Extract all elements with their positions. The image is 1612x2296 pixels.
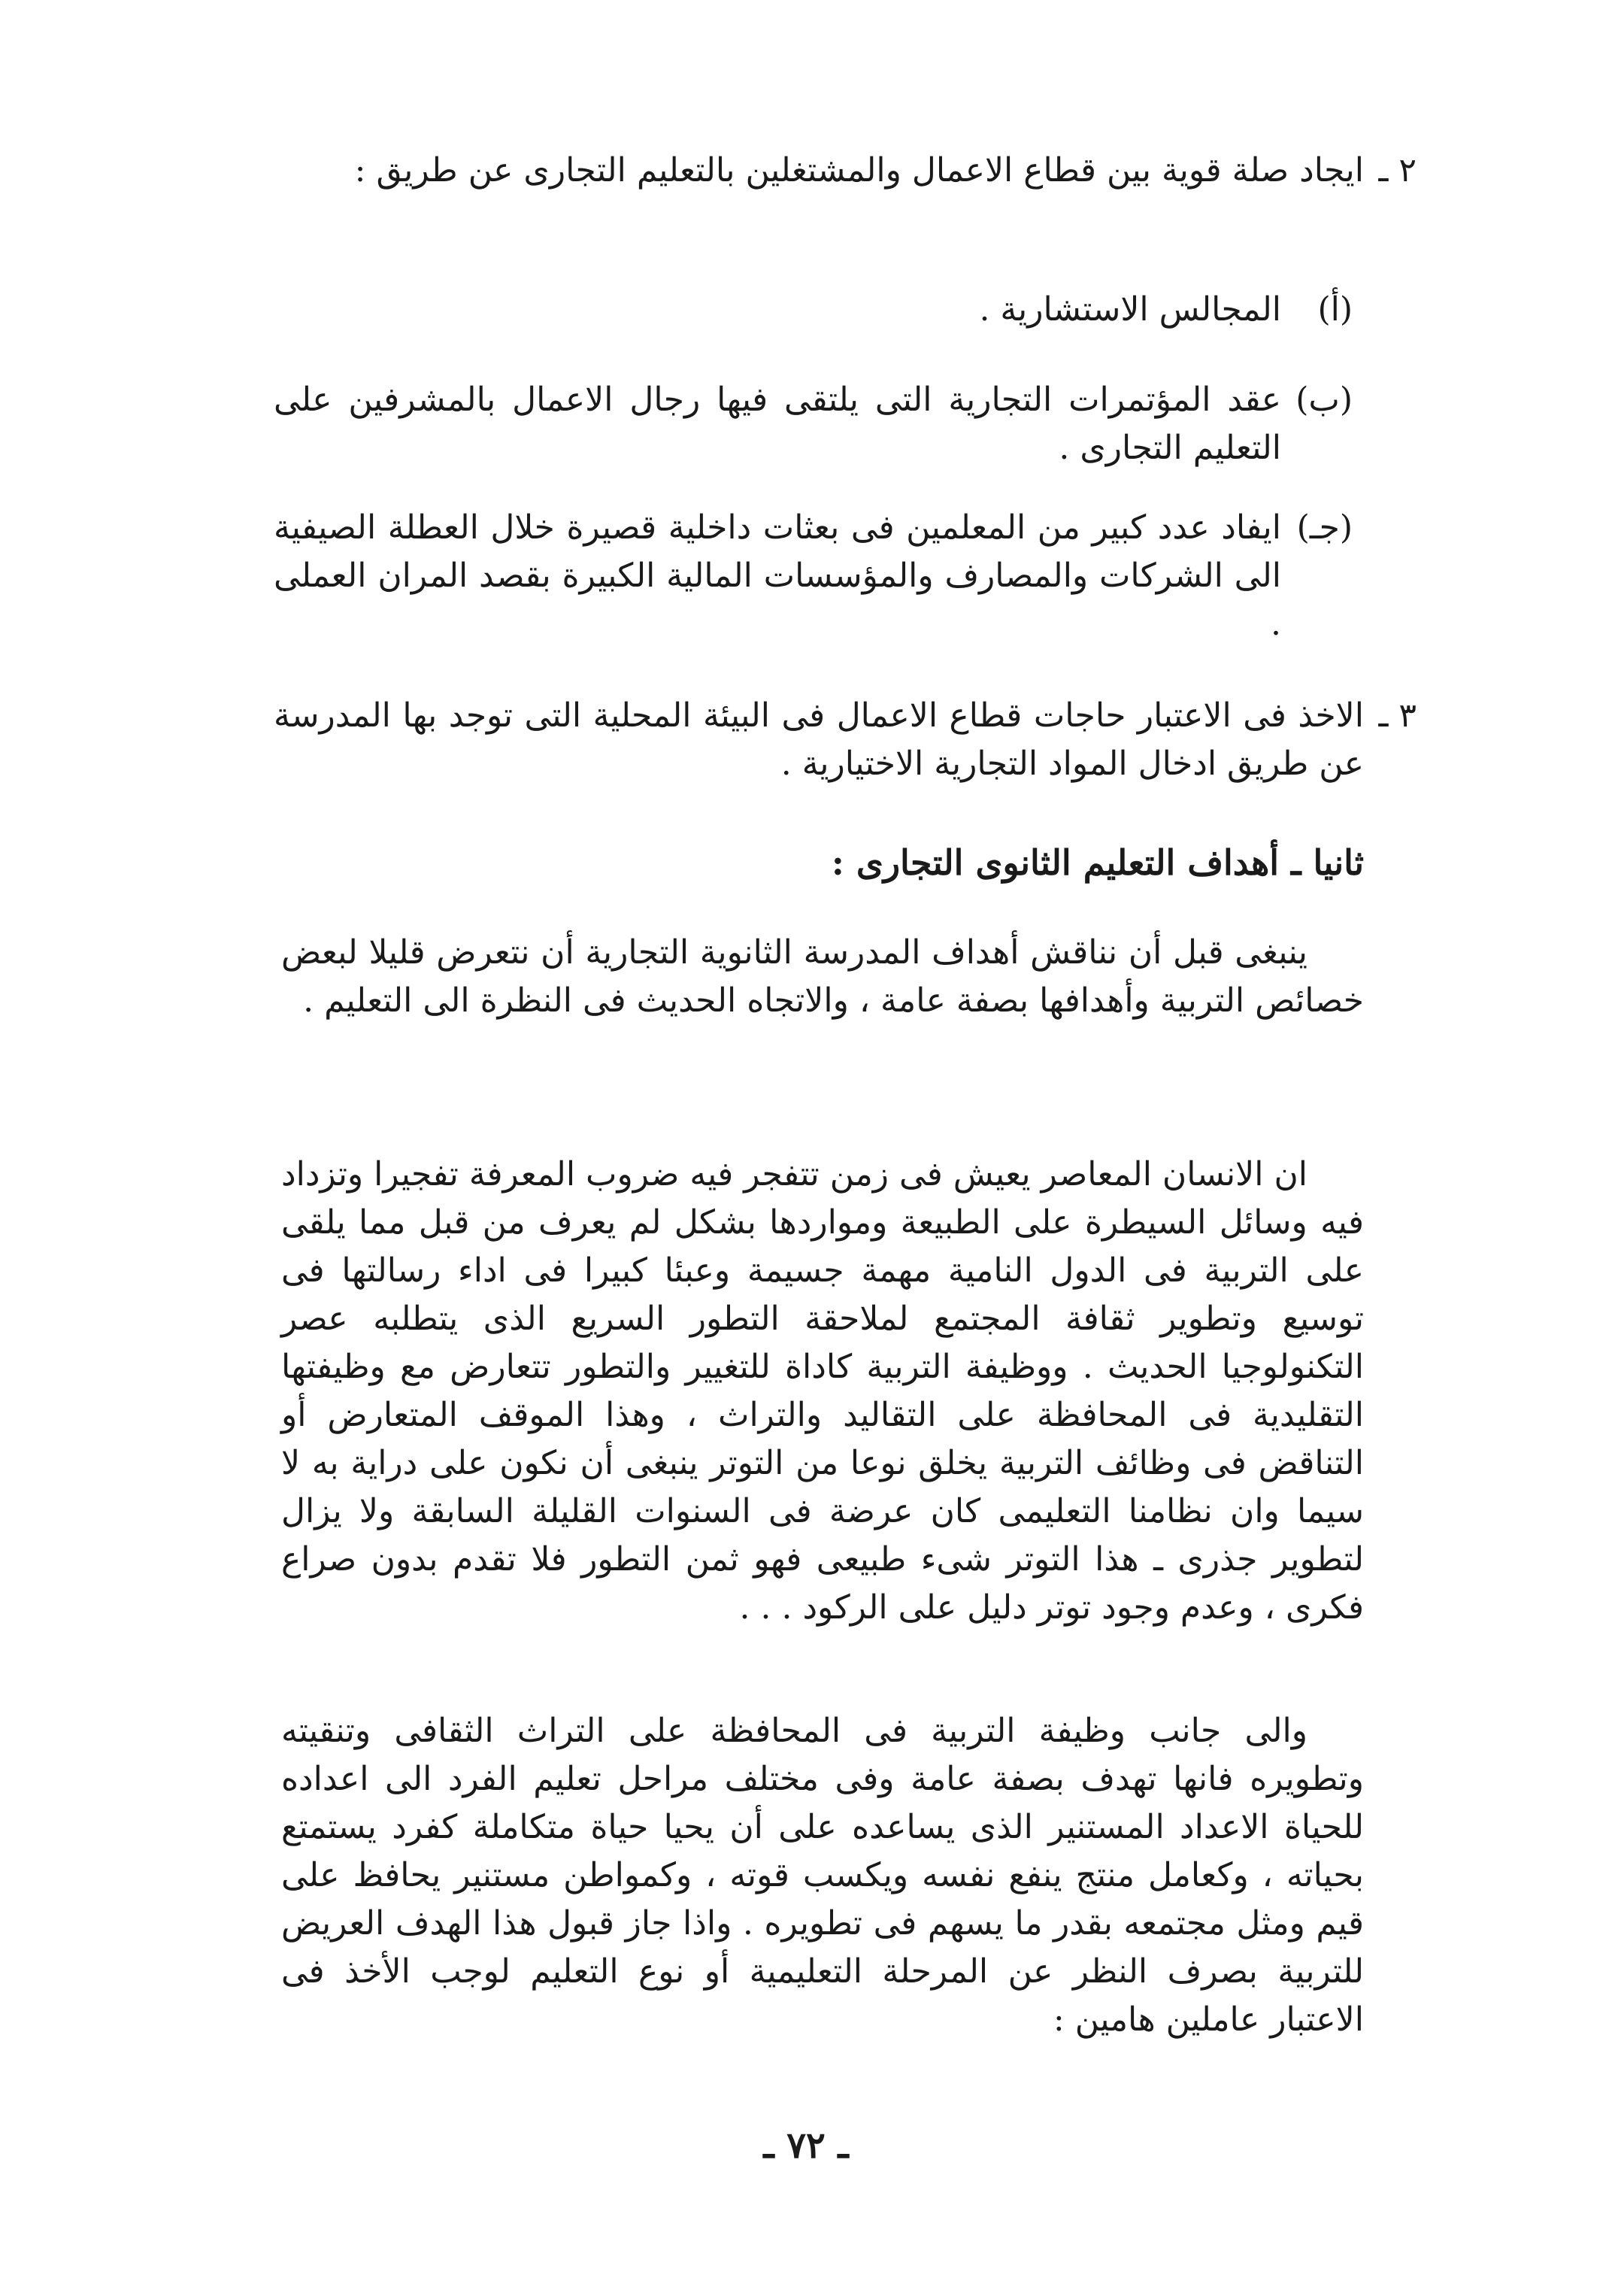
paragraph-1: ينبغى قبل أن نناقش أهداف المدرسة الثانوية التجارية أن نتعرض قليلا لبعض خصائص التربية وأهدافها بصفة عامة ، والاتجاه الحديث فى النظرة الى التعليم . (281, 933, 1364, 1020)
list-item-text: الاخذ فى الاعتبار حاجات قطاع الاعمال فى البيئة المحلية التى توجد بها المدرسة عن طريق ادخال المواد التجارية الاختيارية . (274, 696, 1364, 783)
list-item-2 (274, 147, 1417, 195)
list-item-number: ٣ ـ (1378, 696, 1417, 735)
sub-item-c (274, 504, 1353, 648)
section-heading: ثانيا ـ أهداف التعليم الثانوى التجارى : (831, 842, 1364, 883)
list-item-text: ايجاد صلة قوية بين قطاع الاعمال والمشتغلين بالتعليم التجارى عن طريق : (354, 151, 1364, 190)
page-number: ـ ٧٢ ـ (763, 2125, 849, 2167)
sub-item-text: المجالس الاستشارية . (979, 290, 1281, 329)
sub-item-letter: (ب) (1295, 381, 1353, 419)
sub-item-letter: (أ) (1317, 290, 1353, 329)
list-item-3 (274, 692, 1417, 788)
sub-item-b (274, 376, 1353, 472)
sub-item-a (274, 286, 1353, 334)
sub-item-text: ايفاد عدد كبير من المعلمين فى بعثات داخلية قصيرة خلال العطلة الصيفية الى الشركات والمصارف والمؤسسات المالية الكبيرة بقصد المران العملى . (274, 508, 1281, 643)
sub-item-text: عقد المؤتمرات التجارية التى يلتقى فيها رجال الاعمال بالمشرفين على التعليم التجارى . (274, 381, 1281, 467)
paragraph-2: ان الانسان المعاصر يعيش فى زمن تتفجر فيه ضروب المعرفة تفجيرا وتزداد فيه وسائل السيطرة على الطبيعة ومواردها بشكل لم يعرف من قبل مما يلقى على التربية فى الدول النامية مهمة جسيمة وعبئا كبيرا فى اداء رسالتها فى توسيع وتطوير ثقافة المجتمع لملاحقة التطور السريع الذى يتطلبه عصر التكنولوجيا الحديث . ووظيفة التربية كاداة للتغيير والتطور تتعارض مع وظيفتها التقليدية فى المحافظة على التقاليد والتراث ، وهذا الموقف المتعارض أو التناقض فى وظائف التربية يخلق نوعا من التوتر ينبغى أن نكون على دراية به لا سيما وان نظامنا التعليمى كان عرضة فى السنوات القليلة السابقة ولا يزال لتطوير جذرى ـ هذا التوتر شىء طبيعى فهو ثمن التطور فلا تقدم بدون صراع فكرى ، وعدم وجود توتر دليل على الركود . . . (281, 1155, 1365, 1627)
sub-item-letter: (جـ) (1296, 508, 1353, 547)
list-item-number: ٢ ـ (1378, 151, 1417, 190)
paragraph-3: والى جانب وظيفة التربية فى المحافظة على التراث الثقافى وتنقيته وتطويره فانها تهدف بصفة عامة وفى مختلف مراحل تعليم الفرد الى اعداده للحياة الاعداد المستنير الذى يساعده على أن يحيا حياة متكاملة كفرد يستمتع بحياته ، وكعامل منتج ينفع نفسه ويكسب قوته ، وكمواطن مستنير يحافظ على قيم ومثل مجتمعه بقدر ما يسهم فى تطويره . واذا جاز قبول هذا الهدف العريض للتربية بصرف النظر عن المرحلة التعليمية أو نوع التعليم لوجب الأخذ فى الاعتبار عاملين هامين : (281, 1712, 1364, 2039)
